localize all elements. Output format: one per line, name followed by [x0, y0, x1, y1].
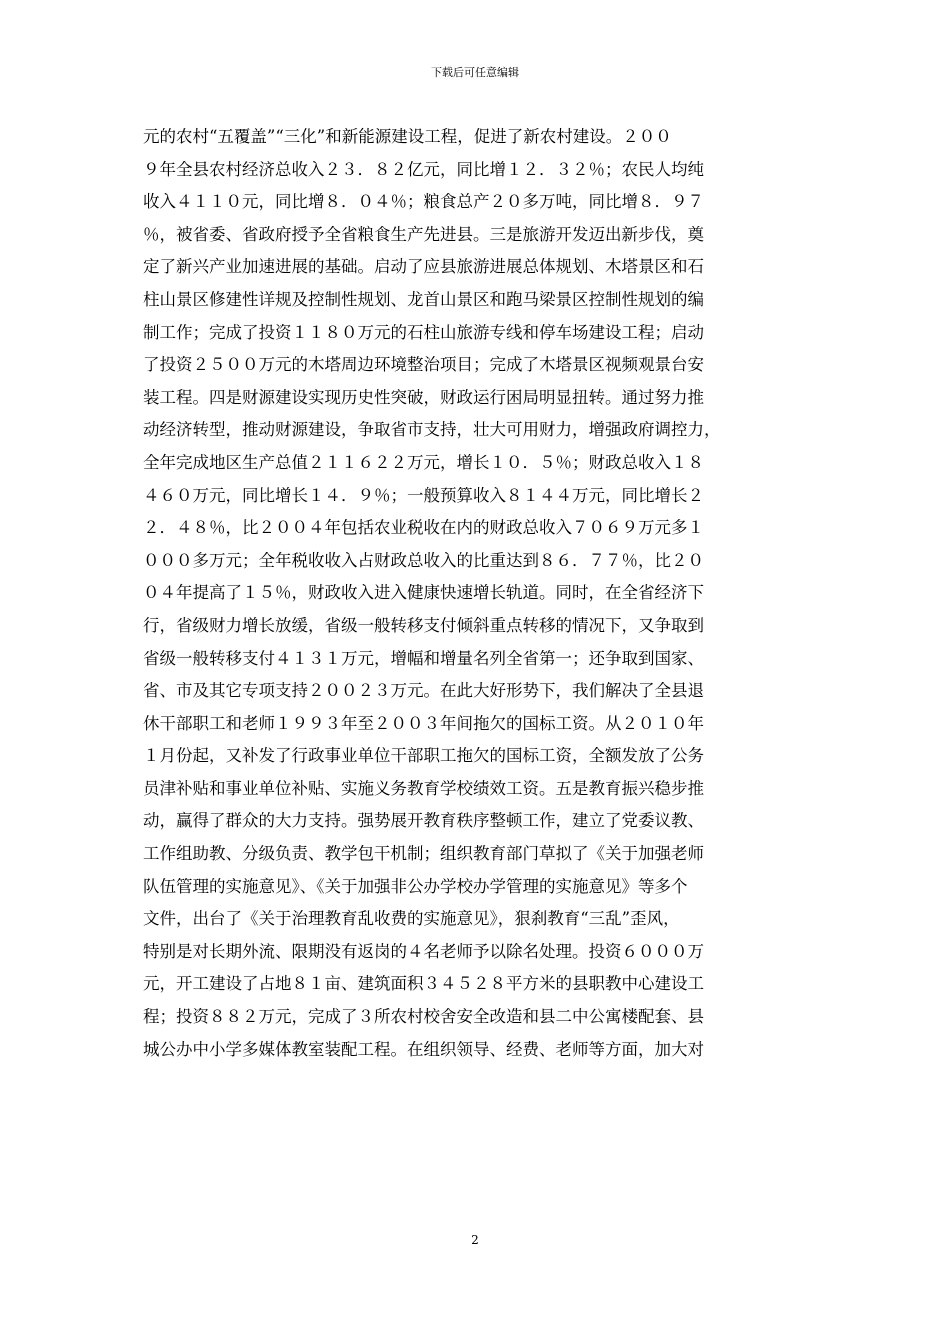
- text-line: ４６０万元，同比增长１４．９％；一般预算收入８１４４万元，同比增长２: [143, 485, 704, 505]
- text-line: 工作组助教、分级负责、教学包干机制；组织教育部门草拟了《关于加强老师: [143, 844, 704, 864]
- text-line: 行，省级财力增长放缓，省级一般转移支付倾斜重点转移的情况下，又争取到: [143, 615, 704, 635]
- page-header: 下载后可任意编辑: [431, 66, 519, 79]
- text-line: 柱山景区修建性详规及控制性规划、龙首山景区和跑马梁景区控制性规划的编: [143, 289, 704, 309]
- page-number: 2: [471, 1233, 479, 1247]
- text-line: ０００多万元；全年税收收入占财政总收入的比重达到８６．７７％，比２０: [143, 550, 704, 570]
- text-line: ０４年提高了１５％，财政收入进入健康快速增长轨道。同时，在全省经济下: [143, 583, 704, 603]
- text-line: １月份起，又补发了行政事业单位干部职工拖欠的国标工资，全额发放了公务: [143, 746, 704, 766]
- text-line: 动，赢得了群众的大力支持。强势展开教育秩序整顿工作，建立了党委议教、: [143, 811, 704, 831]
- text-line: 动经济转型，推动财源建设，争取省市支持，壮大可用财力，增强政府调控力，: [143, 420, 721, 440]
- text-line: 收入４１１０元，同比增８．０４％；粮食总产２０多万吨，同比增８．９７: [143, 192, 704, 212]
- text-line: 休干部职工和老师１９９３年至２００３年间拖欠的国标工资。从２０１０年: [143, 713, 704, 733]
- text-line: 特别是对长期外流、限期没有返岗的４名老师予以除名处理。投资６０００万: [143, 941, 704, 961]
- text-line: 制工作；完成了投资１１８０万元的石柱山旅游专线和停车场建设工程；启动: [143, 322, 704, 342]
- text-line: 装工程。四是财源建设实现历史性突破，财政运行困局明显扭转。通过努力推: [143, 387, 704, 407]
- text-line: 元，开工建设了占地８１亩、建筑面积３４５２８平方米的县职教中心建设工: [143, 974, 704, 994]
- text-line: 程；投资８８２万元，完成了３所农村校舍安全改造和县二中公寓楼配套、县: [143, 1007, 704, 1027]
- text-line: 省级一般转移支付４１３１万元，增幅和增量名列全省第一；还争取到国家、: [143, 648, 704, 668]
- text-line: 员津补贴和事业单位补贴、实施义务教育学校绩效工资。五是教育振兴稳步推: [143, 778, 704, 798]
- body-text: [143, 121, 813, 1066]
- text-line: ９年全县农村经济总收入２３．８２亿元，同比增１２．３２％；农民人均纯: [143, 159, 704, 179]
- text-line: 定了新兴产业加速进展的基础。启动了应县旅游进展总体规划、木塔景区和石: [143, 257, 704, 277]
- text-line: ２．４８％，比２００４年包括农业税收在内的财政总收入７０６９万元多１: [143, 518, 704, 538]
- text-line: 省、市及其它专项支持２００２３万元。在此大好形势下，我们解决了全县退: [143, 681, 704, 701]
- text-line: 队伍管理的实施意见》、《关于加强非公办学校办学管理的实施意见》等多个: [143, 876, 688, 896]
- text-line: 城公办中小学多媒体教室装配工程。在组织领导、经费、老师等方面，加大对: [143, 1039, 704, 1059]
- text-line: ％，被省委、省政府授予全省粮食生产先进县。三是旅游开发迈出新步伐，奠: [143, 224, 704, 244]
- text-line: 文件，出台了《关于治理教育乱收费的实施意见》，狠刹教育“三乱”歪风，: [143, 909, 680, 929]
- text-line: 元的农村“五覆盖”“三化”和新能源建设工程，促进了新农村建设。２００: [143, 127, 672, 146]
- text-line: 了投资２５００万元的木塔周边环境整治项目；完成了木塔景区视频观景台安: [143, 355, 704, 375]
- text-line: 全年完成地区生产总值２１１６２２万元，增长１０．５％；财政总收入１８: [143, 452, 704, 472]
